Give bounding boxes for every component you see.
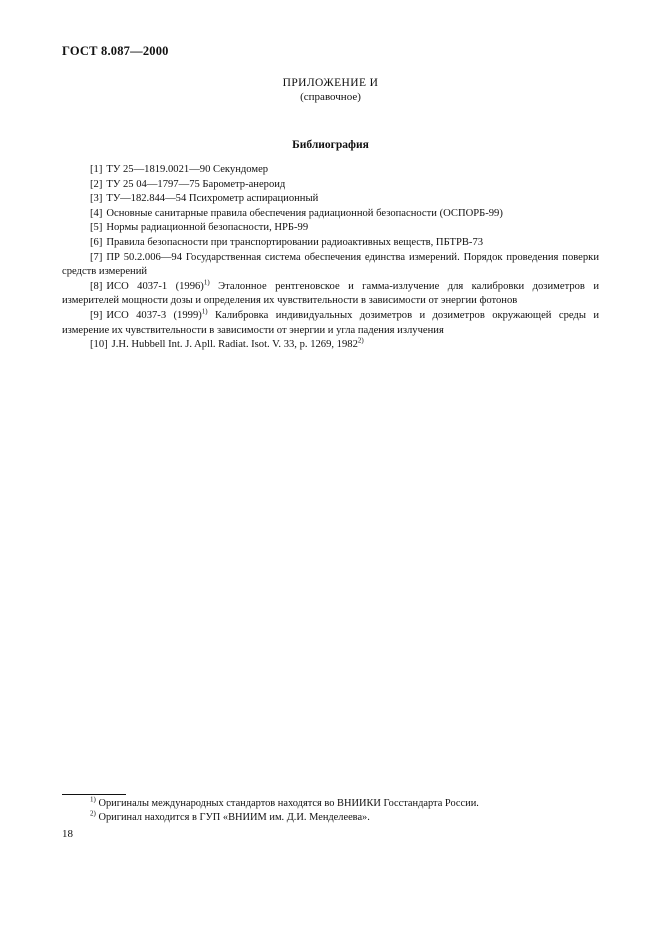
item-text: J.H. Hubbell Int. J. Apll. Radiat. Isot. V. 33, p. 1269, 1982 <box>111 339 358 351</box>
document-code: ГОСТ 8.087—2000 <box>62 44 169 58</box>
item-number: [10] <box>90 339 108 351</box>
item-text: Основные санитарные правила обеспечения радиационной безопасности (ОСПОРБ-99) <box>106 207 503 219</box>
bibliography-item-7 <box>62 251 599 280</box>
item-number: [4] <box>90 207 103 219</box>
bibliography-item-4 <box>62 207 599 222</box>
bibliography-item-1 <box>62 163 599 178</box>
bibliography-item-9 <box>62 309 599 338</box>
footnote-1 <box>62 797 599 811</box>
item-number: [1] <box>90 164 103 175</box>
bibliography-item-5 <box>62 221 599 236</box>
page-number: 18 <box>62 828 73 840</box>
item-number: [5] <box>90 222 103 234</box>
item-number: [9] <box>90 309 103 321</box>
bibliography-item-3 <box>62 192 599 207</box>
footnotes <box>62 797 599 824</box>
footnote-text: Оригиналы международных стандартов находятся во ВНИИКИ Госстандарта России. <box>95 798 479 809</box>
item-text: ПР 50.2.006—94 Государственная система обеспечения единства измерений. Порядок проведения поверки средств измерений <box>62 251 599 278</box>
item-text-continued: Эталонное рентгеновское и гамма-излучение для калибровки дозиметров и измерителей мощности дозы и определения их чувствительности в зависимости от энергии фотонов <box>62 280 600 307</box>
appendix-subtitle: (справочное) <box>300 91 361 103</box>
footnote-2 <box>62 811 599 825</box>
item-text-continued: Калибровка индивидуальных дозиметров и дозиметров окружающей среды и измерение их чувствительности в зависимости от энергии и угла падения излучения <box>62 309 599 336</box>
item-number: [7] <box>90 251 103 263</box>
footnote-mark: 1) <box>90 795 96 804</box>
item-text: ТУ 25 04—1797—75 Барометр-анероид <box>106 178 286 190</box>
bibliography-heading: Библиография <box>292 139 369 151</box>
item-number: [2] <box>90 178 103 190</box>
item-number: [8] <box>90 280 103 292</box>
footnote-marker: 1) <box>203 278 210 287</box>
item-number: [3] <box>90 193 103 205</box>
item-number: [6] <box>90 236 103 248</box>
item-text: Нормы радиационной безопасности, НРБ-99 <box>106 222 309 234</box>
footnote-mark: 2) <box>90 809 96 818</box>
bibliography-item-6 <box>62 236 599 251</box>
item-text: ИСО 4037-1 (1996) <box>106 280 204 292</box>
footnote-marker: 1) <box>201 307 208 316</box>
footnote-text: Оригинал находится в ГУП «ВНИИМ им. Д.И. Менделеева». <box>95 811 370 823</box>
item-text: ИСО 4037-3 (1999) <box>106 309 202 321</box>
bibliography-list <box>62 163 599 353</box>
appendix-title: ПРИЛОЖЕНИЕ И <box>282 77 379 89</box>
bibliography-item-8 <box>62 280 599 309</box>
bibliography-item-10 <box>62 338 599 353</box>
item-text: Правила безопасности при транспортировании радиоактивных веществ, ПБТРВ-73 <box>106 236 484 248</box>
bibliography-item-2 <box>62 178 599 193</box>
item-text: ТУ 25—1819.0021—90 Секундомер <box>106 164 269 175</box>
footnote-marker: 2) <box>357 336 364 345</box>
item-text: ТУ—182.844—54 Психрометр аспирационный <box>106 193 319 205</box>
